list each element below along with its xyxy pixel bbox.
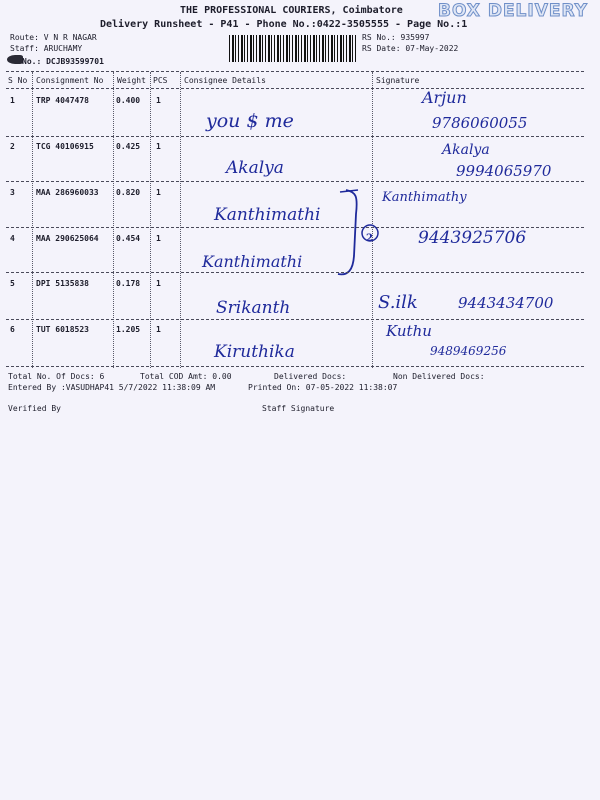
- row-3-pcs: 1: [156, 188, 161, 197]
- table-header-rule: [6, 88, 584, 89]
- row-1-consignment: TRP 4047478: [36, 96, 89, 105]
- route-label: Route: V N R NAGAR: [10, 33, 97, 42]
- column-divider: [32, 72, 33, 368]
- row-divider: [6, 319, 584, 320]
- row-4-weight: 0.454: [116, 234, 141, 243]
- row-6-weight: 1.205: [116, 325, 141, 334]
- company-title: THE PROFESSIONAL COURIERS, Coimbatore: [180, 5, 403, 16]
- staff-label: Staff: ARUCHAMY: [10, 44, 83, 53]
- row-1-weight: 0.400: [116, 96, 141, 105]
- row-divider: [6, 181, 584, 182]
- row-2-consignment: TCG 40106915: [36, 142, 94, 151]
- barcode: [229, 35, 356, 62]
- row-4-sno: 4: [10, 234, 15, 243]
- table-bottom-rule: [6, 366, 584, 367]
- column-divider: [150, 72, 151, 368]
- row-3-weight: 0.820: [116, 188, 141, 197]
- rs-date: RS Date: 07-May-2022: [362, 44, 459, 53]
- row-divider: [6, 136, 584, 137]
- delivered-docs: Delivered Docs:: [274, 372, 347, 381]
- row-3-sno: 3: [10, 188, 15, 197]
- row-2-pcs: 1: [156, 142, 161, 151]
- total-cod: Total COD Amt: 0.00: [140, 372, 232, 381]
- ink-smudge-icon: [7, 55, 23, 64]
- column-divider: [113, 72, 114, 368]
- row-4-pcs: 1: [156, 234, 161, 243]
- row-1-pcs: 1: [156, 96, 161, 105]
- row-4-consignment: MAA 290625064: [36, 234, 99, 243]
- row-6-signature: Kuthu: [386, 322, 432, 340]
- row-1-sno: 1: [10, 96, 15, 105]
- row-2-phone: 9994065970: [456, 162, 552, 180]
- runsheet-subtitle: Delivery Runsheet - P41 - Phone No.:0422-3505555 - Page No.:1: [100, 19, 468, 30]
- row-6-pcs: 1: [156, 325, 161, 334]
- row-5-signature: S.ilk: [378, 292, 418, 313]
- row-5-weight: 0.178: [116, 279, 141, 288]
- printed-on: Printed On: 07-05-2022 11:38:07: [248, 383, 398, 392]
- row-1-signature: Arjun: [422, 88, 467, 107]
- document-number: No.: DCJB93599701: [22, 57, 104, 66]
- row-divider: [6, 272, 584, 273]
- column-header-sno: S No: [8, 76, 28, 85]
- circled-mark: 2: [366, 233, 373, 244]
- row-6-phone: 9489469256: [430, 344, 507, 358]
- total-docs: Total No. Of Docs: 6: [8, 372, 105, 381]
- row-6-consignee: Kiruthika: [214, 342, 295, 362]
- table-top-rule: [6, 71, 584, 72]
- row-5-consignment: DPI 5135838: [36, 279, 89, 288]
- row-4-consignee: Kanthimathi: [202, 252, 303, 271]
- box-delivery-stamp: BOX DELIVERY: [438, 1, 588, 21]
- column-header-pcs: PCS: [153, 76, 168, 85]
- row-2-weight: 0.425: [116, 142, 141, 151]
- rs-number: RS No.: 935997: [362, 33, 430, 42]
- row-5-phone: 9443434700: [458, 294, 554, 312]
- row-6-consignment: TUT 6018523: [36, 325, 89, 334]
- column-header-weight: Weight: [117, 76, 146, 85]
- row-1-consignee: you $ me: [206, 110, 294, 132]
- column-header-signature: Signature: [376, 76, 420, 85]
- row-5-pcs: 1: [156, 279, 161, 288]
- row-5-sno: 5: [10, 279, 15, 288]
- column-divider: [180, 72, 181, 368]
- column-header-consignee: Consignee Details: [184, 76, 266, 85]
- bracket-annotation: [332, 186, 382, 282]
- row-5-consignee: Srikanth: [216, 298, 291, 318]
- row-3-signature: Kanthimathy: [382, 190, 467, 205]
- entered-by: Entered By :VASUDHAP41 5/7/2022 11:38:09 AM: [8, 383, 216, 392]
- row-2-consignee: Akalya: [226, 158, 284, 178]
- row-4-phone: 9443925706: [418, 228, 527, 248]
- column-header-consignment: Consignment No: [36, 76, 104, 85]
- row-3-consignment: MAA 286960033: [36, 188, 99, 197]
- row-6-sno: 6: [10, 325, 15, 334]
- row-2-signature: Akalya: [442, 142, 490, 158]
- non-delivered-docs: Non Delivered Docs:: [393, 372, 485, 381]
- row-2-sno: 2: [10, 142, 15, 151]
- row-3-consignee: Kanthimathi: [214, 205, 321, 225]
- staff-signature: Staff Signature: [262, 404, 335, 413]
- row-1-phone: 9786060055: [432, 114, 528, 132]
- verified-by: Verified By: [8, 404, 61, 413]
